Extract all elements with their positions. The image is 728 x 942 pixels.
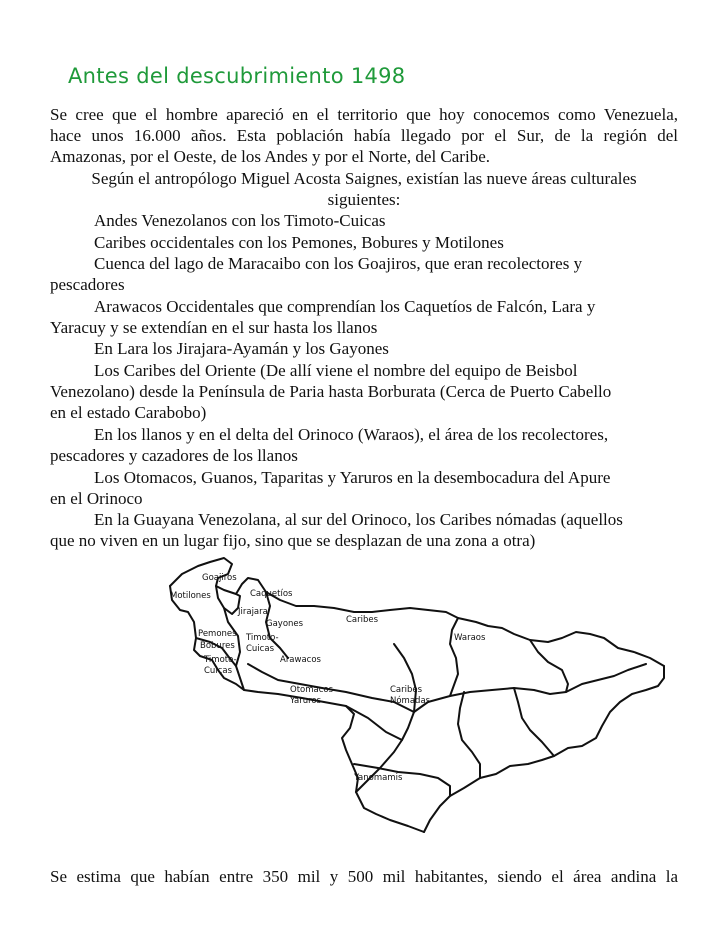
area-item-7: En los llanos y en el delta del Orinoco (Waraos), el área de los recolectores, <box>94 425 609 444</box>
map-label-pemones: Pemones <box>198 629 237 639</box>
intro-line-2: hace unos 16.000 años. Esta población había llegado por el Sur, de la región del <box>50 126 678 145</box>
map-label-waraos: Waraos <box>454 633 486 643</box>
map-label-timoto-cuicas-2b: Cuicas <box>204 666 232 676</box>
map-label-goajiros: Goajiros <box>202 573 237 583</box>
map-region-divider-6 <box>530 640 568 692</box>
map-label-timoto-cuicas-1a: Timoto- <box>246 633 279 643</box>
page-title: Antes del descubrimiento 1498 <box>68 64 406 88</box>
map-region-divider-5 <box>450 618 458 696</box>
according-line-1: Según el antropólogo Miguel Acosta Saignes, existían las nueve áreas culturales <box>91 169 637 188</box>
map-label-motilones: Motilones <box>170 591 211 601</box>
map-river-caroni <box>514 688 554 756</box>
map-label-bobures: Bobures <box>200 641 235 651</box>
venezuela-cultural-areas-map <box>158 552 670 852</box>
map-label-otomacos: Otomacos <box>290 685 334 695</box>
area-item-2: Caribes occidentales con los Pemones, Bobures y Motilones <box>94 233 504 252</box>
according-line-2: siguientes: <box>327 190 401 209</box>
map-lake-maracaibo <box>216 586 240 614</box>
intro-line-3: Amazonas, por el Oeste, de los Andes y por el Norte, del Caribe. <box>50 147 490 166</box>
map-label-yaruros: Yaruros <box>290 696 322 706</box>
map-label-timoto-cuicas-2a: Timoto- <box>204 655 237 665</box>
map-label-timoto-cuicas-1b: Cuicas <box>246 644 274 654</box>
map-label-caribes: Caribes <box>346 615 379 625</box>
area-item-7-cont: pescadores y cazadores de los llanos <box>50 446 298 465</box>
area-item-6-cont-1: Venezolano) desde la Península de Paria hasta Borburata (Cerca de Puerto Cabello <box>50 382 612 401</box>
closing-line: Se estima que habían entre 350 mil y 500 mil habitantes, siendo el área andina la <box>50 867 678 886</box>
intro-line-1: Se cree que el hombre apareció en el territorio que hoy conocemos como Venezuela, <box>50 105 678 124</box>
area-item-9: En la Guayana Venezolana, al sur del Orinoco, los Caribes nómadas (aquellos <box>94 510 623 529</box>
area-item-5: En Lara los Jirajara-Ayamán y los Gayones <box>94 339 389 358</box>
area-item-6-cont-2: en el estado Carabobo) <box>50 403 207 422</box>
map-label-jirajara: Jirajara <box>238 607 268 617</box>
area-item-4-cont: Yaracuy y se extendían en el sur hasta los llanos <box>50 318 378 337</box>
map-label-caquetios: Caquetíos <box>250 589 293 599</box>
area-item-3: Cuenca del lago de Maracaibo con los Goajiros, que eran recolectores y <box>94 254 583 273</box>
map-label-caribes-nomadas-a: Caribes <box>390 685 423 695</box>
area-item-9-cont: que no viven en un lugar fijo, sino que se desplazan de una zona a otra) <box>50 531 536 550</box>
area-item-3-cont: pescadores <box>50 275 125 294</box>
area-item-6: Los Caribes del Oriente (De allí viene el nombre del equipo de Beisbol <box>94 361 578 380</box>
map-river-caura <box>458 692 480 778</box>
area-item-8-cont: en el Orinoco <box>50 489 143 508</box>
map-border-south <box>424 666 664 832</box>
map-region-divider-7 <box>346 706 402 740</box>
map-label-yanomamis: Yanomamis <box>354 773 403 783</box>
area-item-8: Los Otomacos, Guanos, Taparitas y Yaruros en la desembocadura del Apure <box>94 468 611 487</box>
map-label-arawacos: Arawacos <box>280 655 321 665</box>
map-label-gayones: Gayones <box>266 619 304 629</box>
map-label-caribes-nomadas-b: Nómadas <box>390 696 431 706</box>
area-item-1: Andes Venezolanos con los Timoto-Cuicas <box>94 211 386 230</box>
area-item-4: Arawacos Occidentales que comprendían los Caquetíos de Falcón, Lara y <box>94 297 596 316</box>
